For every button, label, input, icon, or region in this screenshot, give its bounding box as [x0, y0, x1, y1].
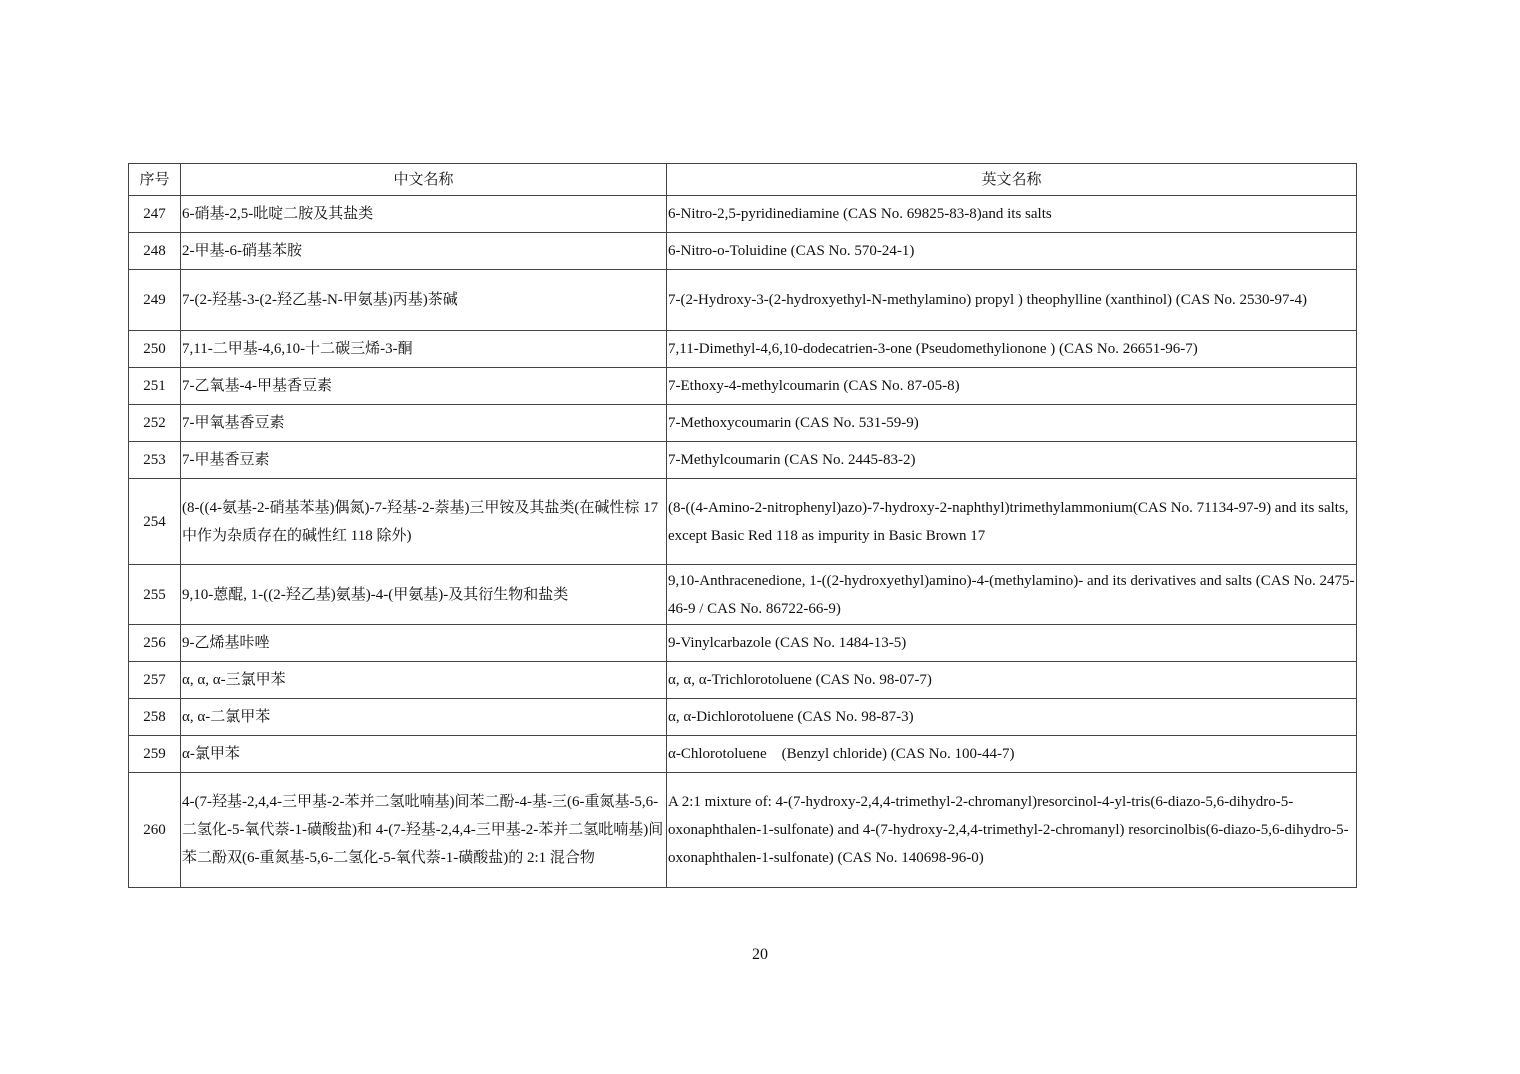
- row-number: 259: [129, 736, 181, 773]
- row-number: 252: [129, 405, 181, 442]
- chinese-name-cell: 7-乙氧基-4-甲基香豆素: [181, 368, 667, 405]
- table-row: [129, 479, 1357, 565]
- english-name-cell: 6-Nitro-2,5-pyridinediamine (CAS No. 69825-83-8)and its salts: [667, 196, 1357, 233]
- chinese-name-cell: 6-硝基-2,5-吡啶二胺及其盐类: [181, 196, 667, 233]
- row-number: 249: [129, 270, 181, 331]
- table-row: [129, 442, 1357, 479]
- table-row: [129, 773, 1357, 888]
- row-number: 248: [129, 233, 181, 270]
- table-row: [129, 368, 1357, 405]
- english-name-cell: α-Chlorotoluene (Benzyl chloride) (CAS No. 100-44-7): [667, 736, 1357, 773]
- table-row: [129, 233, 1357, 270]
- english-name-cell: A 2:1 mixture of: 4-(7-hydroxy-2,4,4-trimethyl-2-chromanyl)resorcinol-4-yl-tris(6-diazo-5,6-dihydro-5-oxonaphthalen-1-sulfonate) and 4-(7-hydroxy-2,4,4-trimethyl-2-chromanyl) resorcinolbis(6-diazo-5,6-dihydro-5-oxonaphthalen-1-sulfonate) (CAS No. 140698-96-0): [667, 773, 1357, 888]
- table-row: [129, 331, 1357, 368]
- row-number: 251: [129, 368, 181, 405]
- header-chinese-name: 中文名称: [181, 164, 667, 196]
- english-name-cell: 9-Vinylcarbazole (CAS No. 1484-13-5): [667, 625, 1357, 662]
- table-row: [129, 565, 1357, 625]
- chinese-name-cell: 2-甲基-6-硝基苯胺: [181, 233, 667, 270]
- english-name-cell: (8-((4-Amino-2-nitrophenyl)azo)-7-hydroxy-2-naphthyl)trimethylammonium(CAS No. 71134-97-9) and its salts, except Basic Red 118 as impurity in Basic Brown 17: [667, 479, 1357, 565]
- page-number: 20: [752, 946, 768, 963]
- chinese-name-cell: 7,11-二甲基-4,6,10-十二碳三烯-3-酮: [181, 331, 667, 368]
- chinese-name-cell: α, α, α-三氯甲苯: [181, 662, 667, 699]
- chinese-name-cell: 9,10-蒽醌, 1-((2-羟乙基)氨基)-4-(甲氨基)-及其衍生物和盐类: [181, 565, 667, 625]
- chinese-name-cell: (8-((4-氨基-2-硝基苯基)偶氮)-7-羟基-2-萘基)三甲铵及其盐类(在碱性棕 17 中作为杂质存在的碱性红 118 除外): [181, 479, 667, 565]
- row-number: 256: [129, 625, 181, 662]
- table-row: [129, 625, 1357, 662]
- table-row: [129, 699, 1357, 736]
- chinese-name-cell: 7-甲基香豆素: [181, 442, 667, 479]
- table-row: [129, 196, 1357, 233]
- header-english-name: 英文名称: [667, 164, 1357, 196]
- chinese-name-cell: 7-甲氧基香豆素: [181, 405, 667, 442]
- row-number: 258: [129, 699, 181, 736]
- english-name-cell: α, α, α-Trichlorotoluene (CAS No. 98-07-7): [667, 662, 1357, 699]
- table-row: [129, 662, 1357, 699]
- table-row: [129, 270, 1357, 331]
- english-name-cell: 7-Methylcoumarin (CAS No. 2445-83-2): [667, 442, 1357, 479]
- chinese-name-cell: 7-(2-羟基-3-(2-羟乙基-N-甲氨基)丙基)茶碱: [181, 270, 667, 331]
- table-row: [129, 736, 1357, 773]
- row-number: 254: [129, 479, 181, 565]
- header-number: 序号: [129, 164, 181, 196]
- english-name-cell: 7-Methoxycoumarin (CAS No. 531-59-9): [667, 405, 1357, 442]
- chinese-name-cell: α, α-二氯甲苯: [181, 699, 667, 736]
- chinese-name-cell: 4-(7-羟基-2,4,4-三甲基-2-苯并二氢吡喃基)间苯二酚-4-基-三(6-重氮基-5,6-二氢化-5-氧代萘-1-磺酸盐)和 4-(7-羟基-2,4,4-三甲基-2-苯并二氢吡喃基)间苯二酚双(6-重氮基-5,6-二氢化-5-氧代萘-1-磺酸盐)的 2:1 混合物: [181, 773, 667, 888]
- chinese-name-cell: 9-乙烯基咔唑: [181, 625, 667, 662]
- english-name-cell: 9,10-Anthracenedione, 1-((2-hydroxyethyl)amino)-4-(methylamino)- and its derivatives and salts (CAS No. 2475-46-9 / CAS No. 86722-66-9): [667, 565, 1357, 625]
- row-number: 257: [129, 662, 181, 699]
- row-number: 250: [129, 331, 181, 368]
- row-number: 260: [129, 773, 181, 888]
- english-name-cell: 7,11-Dimethyl-4,6,10-dodecatrien-3-one (Pseudomethylionone ) (CAS No. 26651-96-7): [667, 331, 1357, 368]
- english-name-cell: 6-Nitro-o-Toluidine (CAS No. 570-24-1): [667, 233, 1357, 270]
- english-name-cell: α, α-Dichlorotoluene (CAS No. 98-87-3): [667, 699, 1357, 736]
- english-name-cell: 7-(2-Hydroxy-3-(2-hydroxyethyl-N-methylamino) propyl ) theophylline (xanthinol) (CAS No. 2530-97-4): [667, 270, 1357, 331]
- table-row: [129, 405, 1357, 442]
- table-header-row: [129, 164, 1357, 196]
- row-number: 247: [129, 196, 181, 233]
- row-number: 253: [129, 442, 181, 479]
- substance-table: [128, 163, 1357, 888]
- row-number: 255: [129, 565, 181, 625]
- chinese-name-cell: α-氯甲苯: [181, 736, 667, 773]
- english-name-cell: 7-Ethoxy-4-methylcoumarin (CAS No. 87-05-8): [667, 368, 1357, 405]
